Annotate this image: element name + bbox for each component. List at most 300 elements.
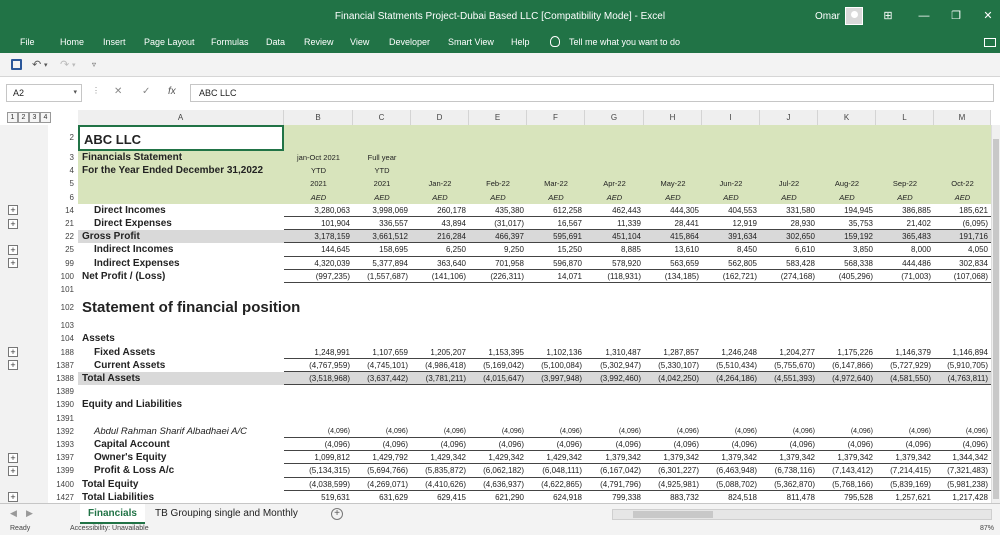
data-cell[interactable]: (5,330,107) <box>644 359 702 372</box>
data-cell[interactable]: AED <box>548 192 564 202</box>
row-number[interactable]: 1397 <box>56 453 74 463</box>
data-cell[interactable]: 194,945 <box>818 204 876 217</box>
row-label[interactable]: Assets <box>82 333 115 345</box>
expand-group-icon[interactable]: + <box>8 466 18 476</box>
data-cell[interactable]: 386,885 <box>876 204 934 217</box>
data-cell[interactable]: 1,175,226 <box>818 346 876 359</box>
chevron-down-icon[interactable]: ▾ <box>73 89 77 96</box>
data-cell[interactable]: 16,567 <box>527 217 585 230</box>
data-cell[interactable]: (4,622,865) <box>527 478 585 491</box>
data-cell[interactable] <box>876 164 934 177</box>
data-cell[interactable]: (4,096) <box>469 425 527 438</box>
data-cell[interactable]: 1,102,136 <box>527 346 585 359</box>
data-cell[interactable]: Feb-22 <box>486 179 510 189</box>
data-cell[interactable]: (5,835,872) <box>411 464 469 477</box>
column-header-g[interactable]: G <box>585 110 644 125</box>
data-cell[interactable]: (6,048,111) <box>527 464 585 477</box>
data-cell[interactable]: 2021 <box>310 179 327 189</box>
data-cell[interactable]: 824,518 <box>702 491 760 504</box>
row-label[interactable]: Current Assets <box>94 359 166 371</box>
redo-icon[interactable]: ↷ <box>60 59 70 71</box>
data-cell[interactable]: (5,694,766) <box>353 464 411 477</box>
column-header-c[interactable]: C <box>353 110 411 125</box>
data-cell[interactable]: (4,038,599) <box>284 478 353 491</box>
row-number[interactable]: 5 <box>69 179 74 189</box>
next-sheet-icon[interactable]: ▶ <box>26 508 33 518</box>
data-cell[interactable] <box>469 164 527 177</box>
data-cell[interactable]: (4,096) <box>644 438 702 451</box>
data-cell[interactable]: (4,096) <box>876 425 934 438</box>
data-cell[interactable]: 363,640 <box>411 257 469 270</box>
data-cell[interactable]: Jun-22 <box>719 179 743 189</box>
data-cell[interactable]: 435,380 <box>469 204 527 217</box>
data-cell[interactable]: (4,972,640) <box>818 372 876 385</box>
data-cell[interactable]: (4,096) <box>353 425 411 438</box>
data-cell[interactable]: AED <box>897 192 913 202</box>
data-cell[interactable]: (4,015,647) <box>469 372 527 385</box>
data-cell[interactable]: (141,106) <box>411 270 469 283</box>
tell-me-search[interactable]: Tell me what you want to do <box>569 37 681 47</box>
data-cell[interactable]: (4,096) <box>585 425 644 438</box>
data-cell[interactable]: 3,178,159 <box>284 230 353 243</box>
row-number[interactable]: 1392 <box>56 426 74 436</box>
row-number[interactable]: 102 <box>60 303 74 313</box>
data-cell[interactable]: 1,099,812 <box>284 451 353 464</box>
name-box[interactable] <box>6 84 82 102</box>
row-label[interactable]: Owner's Equity <box>94 452 167 464</box>
data-cell[interactable]: (3,781,211) <box>411 372 469 385</box>
data-cell[interactable]: AED <box>490 192 506 202</box>
row-number[interactable]: 3 <box>69 153 74 162</box>
column-header-k[interactable]: K <box>818 110 876 125</box>
vertical-scrollbar[interactable] <box>991 125 1000 503</box>
row-number[interactable]: 1388 <box>56 374 74 383</box>
data-cell[interactable]: (997,235) <box>284 270 353 283</box>
expand-group-icon[interactable]: + <box>8 258 18 268</box>
row-label[interactable]: Profit & Loss A/c <box>94 465 175 477</box>
data-cell[interactable]: (4,096) <box>644 425 702 438</box>
column-header-b[interactable]: B <box>284 110 353 125</box>
outline-level-1[interactable]: 1 <box>7 112 18 123</box>
data-cell[interactable]: 1,204,277 <box>760 346 818 359</box>
outline-level-4[interactable]: 4 <box>40 112 51 123</box>
accessibility-status[interactable]: Accessibility: Unavailable <box>70 525 149 532</box>
data-cell[interactable] <box>411 151 469 164</box>
data-cell[interactable]: 578,920 <box>585 257 644 270</box>
data-cell[interactable]: (4,096) <box>411 425 469 438</box>
data-cell[interactable]: 1,429,342 <box>527 451 585 464</box>
data-cell[interactable]: (4,096) <box>585 438 644 451</box>
add-sheet-icon[interactable]: + <box>331 508 343 520</box>
data-cell[interactable]: 302,650 <box>760 230 818 243</box>
data-cell[interactable]: (5,839,169) <box>876 478 934 491</box>
data-cell[interactable]: (3,992,460) <box>585 372 644 385</box>
data-cell[interactable]: (5,302,947) <box>585 359 644 372</box>
tab-home[interactable]: Home <box>60 37 85 47</box>
row-label[interactable] <box>78 191 284 204</box>
data-cell[interactable]: 3,280,063 <box>284 204 353 217</box>
data-cell[interactable]: Aug-22 <box>834 179 860 189</box>
data-cell[interactable] <box>818 151 876 164</box>
data-cell[interactable]: 404,553 <box>702 204 760 217</box>
expand-group-icon[interactable]: + <box>8 347 18 357</box>
data-cell[interactable]: (118,931) <box>585 270 644 283</box>
row-label[interactable] <box>78 385 284 398</box>
data-cell[interactable]: 1,379,342 <box>585 451 644 464</box>
expand-group-icon[interactable]: + <box>8 360 18 370</box>
row-number[interactable]: 103 <box>60 321 74 331</box>
data-cell[interactable]: 15,250 <box>527 243 585 256</box>
data-cell[interactable]: (1,557,687) <box>353 270 411 283</box>
row-label[interactable]: Net Profit / (Loss) <box>82 270 166 282</box>
data-cell[interactable]: 28,930 <box>760 217 818 230</box>
data-cell[interactable]: 8,885 <box>585 243 644 256</box>
tab-page-layout[interactable]: Page Layout <box>144 37 195 47</box>
row-number[interactable]: 1400 <box>56 479 74 489</box>
data-cell[interactable]: 8,000 <box>876 243 934 256</box>
data-cell[interactable]: (226,311) <box>469 270 527 283</box>
data-cell[interactable]: 466,397 <box>469 230 527 243</box>
data-cell[interactable]: 331,580 <box>760 204 818 217</box>
data-cell[interactable]: (3,518,968) <box>284 372 353 385</box>
data-cell[interactable]: (134,185) <box>644 270 702 283</box>
data-cell[interactable] <box>644 151 702 164</box>
data-cell[interactable]: (5,981,238) <box>934 478 991 491</box>
undo-dropdown-icon[interactable]: ▾ <box>44 62 48 69</box>
data-cell[interactable]: 415,864 <box>644 230 702 243</box>
data-cell[interactable]: YTD <box>374 166 390 176</box>
data-cell[interactable]: 1,379,342 <box>702 451 760 464</box>
data-cell[interactable]: 5,377,894 <box>353 257 411 270</box>
row-number[interactable]: 101 <box>60 285 74 294</box>
row-label[interactable]: Capital Account <box>94 439 170 450</box>
data-cell[interactable]: (4,096) <box>876 438 934 451</box>
data-cell[interactable]: (3,637,442) <box>353 372 411 385</box>
data-cell[interactable]: 519,631 <box>284 491 353 504</box>
data-cell[interactable]: (5,169,042) <box>469 359 527 372</box>
data-cell[interactable]: (4,581,550) <box>876 372 934 385</box>
data-cell[interactable]: 444,305 <box>644 204 702 217</box>
data-cell[interactable]: (4,925,981) <box>644 478 702 491</box>
column-header-j[interactable]: J <box>760 110 818 125</box>
data-cell[interactable]: 1,344,342 <box>934 451 991 464</box>
hscroll-thumb[interactable] <box>633 511 713 518</box>
tab-smart-view[interactable]: Smart View <box>448 37 494 47</box>
row-label[interactable]: Indirect Expenses <box>94 257 180 269</box>
data-cell[interactable]: (4,636,937) <box>469 478 527 491</box>
data-cell[interactable]: (3,997,948) <box>527 372 585 385</box>
data-cell[interactable]: 1,107,659 <box>353 346 411 359</box>
user-name[interactable]: Omar <box>815 11 840 22</box>
formula-input[interactable]: ABC LLC <box>190 84 994 102</box>
row-number[interactable]: 2 <box>69 133 74 142</box>
data-cell[interactable] <box>527 164 585 177</box>
data-cell[interactable]: 12,919 <box>702 217 760 230</box>
expand-group-icon[interactable]: + <box>8 453 18 463</box>
data-cell[interactable]: Oct-22 <box>951 179 974 189</box>
data-cell[interactable]: (4,264,186) <box>702 372 760 385</box>
data-cell[interactable]: (4,269,071) <box>353 478 411 491</box>
data-cell[interactable]: (107,068) <box>934 270 991 283</box>
data-cell[interactable]: 1,287,857 <box>644 346 702 359</box>
data-cell[interactable] <box>585 151 644 164</box>
tab-formulas[interactable]: Formulas <box>211 37 249 47</box>
data-cell[interactable]: (71,003) <box>876 270 934 283</box>
data-cell[interactable]: 8,450 <box>702 243 760 256</box>
data-cell[interactable]: (405,296) <box>818 270 876 283</box>
zoom-level[interactable]: 87% <box>980 525 995 532</box>
data-cell[interactable]: 6,250 <box>411 243 469 256</box>
row-label[interactable] <box>78 283 284 296</box>
data-cell[interactable]: (31,017) <box>469 217 527 230</box>
data-cell[interactable] <box>527 151 585 164</box>
data-cell[interactable]: 451,104 <box>585 230 644 243</box>
column-header-e[interactable]: E <box>469 110 527 125</box>
data-cell[interactable]: 216,284 <box>411 230 469 243</box>
row-number[interactable]: 22 <box>65 232 74 242</box>
data-cell[interactable]: 9,250 <box>469 243 527 256</box>
data-cell[interactable]: 595,691 <box>527 230 585 243</box>
data-cell[interactable]: 1,257,621 <box>876 491 934 504</box>
row-number[interactable]: 1391 <box>56 413 74 423</box>
data-cell[interactable]: 562,805 <box>702 257 760 270</box>
horizontal-scrollbar[interactable] <box>612 509 992 520</box>
data-cell[interactable]: AED <box>839 192 855 202</box>
data-cell[interactable]: (7,214,415) <box>876 464 934 477</box>
data-cell[interactable]: 1,379,342 <box>818 451 876 464</box>
data-cell[interactable]: 1,379,342 <box>760 451 818 464</box>
data-cell[interactable]: 1,379,342 <box>644 451 702 464</box>
data-cell[interactable]: 795,528 <box>818 491 876 504</box>
data-cell[interactable]: (6,167,042) <box>585 464 644 477</box>
data-cell[interactable]: (6,301,227) <box>644 464 702 477</box>
data-cell[interactable]: (5,100,084) <box>527 359 585 372</box>
data-cell[interactable]: AED <box>432 192 448 202</box>
data-cell[interactable]: (4,096) <box>702 425 760 438</box>
data-cell[interactable]: Apr-22 <box>603 179 626 189</box>
row-label[interactable]: Financials Statement <box>82 152 183 163</box>
data-cell[interactable]: 3,661,512 <box>353 230 411 243</box>
row-label[interactable]: Gross Profit <box>82 231 140 243</box>
data-cell[interactable]: 3,998,069 <box>353 204 411 217</box>
data-cell[interactable]: (162,721) <box>702 270 760 283</box>
data-cell[interactable]: 701,958 <box>469 257 527 270</box>
row-number[interactable]: 6 <box>69 192 74 202</box>
data-cell[interactable]: (4,096) <box>818 438 876 451</box>
data-cell[interactable]: 583,428 <box>760 257 818 270</box>
data-cell[interactable]: 2021 <box>373 179 391 189</box>
data-cell[interactable]: (7,321,483) <box>934 464 991 477</box>
data-cell[interactable]: May-22 <box>660 179 686 189</box>
data-cell[interactable]: (4,410,626) <box>411 478 469 491</box>
column-header-f[interactable]: F <box>527 110 585 125</box>
lightbulb-icon[interactable] <box>550 36 560 47</box>
data-cell[interactable]: (4,763,811) <box>934 372 991 385</box>
data-cell[interactable]: (6,738,116) <box>760 464 818 477</box>
expand-group-icon[interactable]: + <box>8 219 18 229</box>
data-cell[interactable]: (6,147,866) <box>818 359 876 372</box>
data-cell[interactable]: 1,217,428 <box>934 491 991 504</box>
data-cell[interactable] <box>818 164 876 177</box>
column-header-i[interactable]: I <box>702 110 760 125</box>
data-cell[interactable] <box>934 151 991 164</box>
data-cell[interactable]: 158,695 <box>353 243 411 256</box>
data-cell[interactable]: (4,096) <box>353 438 411 451</box>
data-cell[interactable]: AED <box>665 192 681 202</box>
data-cell[interactable]: (4,096) <box>760 425 818 438</box>
row-number[interactable]: 21 <box>65 219 74 228</box>
row-label[interactable]: Indirect Incomes <box>94 244 174 256</box>
row-number[interactable]: 104 <box>60 334 74 344</box>
tab-developer[interactable]: Developer <box>389 37 431 47</box>
data-cell[interactable]: (5,910,705) <box>934 359 991 372</box>
row-label[interactable]: Statement of financial position <box>82 299 301 317</box>
data-cell[interactable] <box>644 164 702 177</box>
redo-dropdown-icon[interactable]: ▾ <box>72 62 76 69</box>
data-cell[interactable]: 462,443 <box>585 204 644 217</box>
tab-file[interactable]: File <box>20 37 35 47</box>
data-cell[interactable]: 11,339 <box>585 217 644 230</box>
tab-insert[interactable]: Insert <box>103 37 126 47</box>
column-header-l[interactable]: L <box>876 110 934 125</box>
data-cell[interactable] <box>585 164 644 177</box>
data-cell[interactable]: (6,095) <box>934 217 991 230</box>
data-cell[interactable]: (4,767,959) <box>284 359 353 372</box>
data-cell[interactable]: 43,894 <box>411 217 469 230</box>
row-label[interactable]: ABC LLC <box>78 125 284 151</box>
sheet-tab-financials[interactable]: Financials <box>80 504 145 524</box>
data-cell[interactable]: (5,362,870) <box>760 478 818 491</box>
data-cell[interactable] <box>760 164 818 177</box>
expand-group-icon[interactable]: + <box>8 205 18 215</box>
data-cell[interactable]: 21,402 <box>876 217 934 230</box>
data-cell[interactable]: AED <box>781 192 797 202</box>
data-cell[interactable]: (4,096) <box>818 425 876 438</box>
tab-help[interactable]: Help <box>511 37 530 47</box>
data-cell[interactable]: (4,096) <box>760 438 818 451</box>
minimize-icon[interactable]: — <box>918 10 930 22</box>
undo-icon[interactable]: ↶ <box>32 59 42 71</box>
data-cell[interactable]: (7,143,412) <box>818 464 876 477</box>
data-cell[interactable]: 35,753 <box>818 217 876 230</box>
prev-sheet-icon[interactable]: ◀ <box>10 508 17 518</box>
data-cell[interactable]: (4,791,796) <box>585 478 644 491</box>
customize-toolbar-icon[interactable]: ▿ <box>92 60 97 69</box>
data-cell[interactable]: AED <box>374 192 390 202</box>
tab-view[interactable]: View <box>350 37 370 47</box>
enter-icon[interactable]: ✓ <box>142 86 151 97</box>
data-cell[interactable]: (4,745,101) <box>353 359 411 372</box>
expand-group-icon[interactable]: + <box>8 492 18 502</box>
data-cell[interactable]: 13,610 <box>644 243 702 256</box>
data-cell[interactable]: 1,205,207 <box>411 346 469 359</box>
row-number[interactable]: 1389 <box>56 387 74 397</box>
row-number[interactable]: 1427 <box>56 492 74 502</box>
data-cell[interactable]: (5,755,670) <box>760 359 818 372</box>
data-cell[interactable]: 612,258 <box>527 204 585 217</box>
data-cell[interactable]: 191,716 <box>934 230 991 243</box>
data-cell[interactable]: 6,610 <box>760 243 818 256</box>
data-cell[interactable] <box>469 151 527 164</box>
ribbon-display-icon[interactable]: ⊞ <box>883 10 893 22</box>
maximize-icon[interactable]: ❐ <box>951 10 961 22</box>
data-cell[interactable]: 302,834 <box>934 257 991 270</box>
data-cell[interactable] <box>702 151 760 164</box>
tab-review[interactable]: Review <box>304 37 334 47</box>
data-cell[interactable]: 1,146,894 <box>934 346 991 359</box>
data-cell[interactable]: 14,071 <box>527 270 585 283</box>
data-cell[interactable]: (4,096) <box>702 438 760 451</box>
data-cell[interactable]: (4,042,250) <box>644 372 702 385</box>
row-number[interactable]: 4 <box>69 166 74 176</box>
row-number[interactable]: 1393 <box>56 440 74 449</box>
data-cell[interactable]: (5,134,315) <box>284 464 353 477</box>
row-label[interactable] <box>78 319 284 332</box>
data-cell[interactable]: 1,146,379 <box>876 346 934 359</box>
data-cell[interactable]: (4,096) <box>469 438 527 451</box>
row-label[interactable]: Fixed Assets <box>94 346 156 358</box>
data-cell[interactable]: (4,096) <box>934 438 991 451</box>
data-cell[interactable] <box>934 164 991 177</box>
comments-icon[interactable] <box>984 38 996 47</box>
scroll-thumb[interactable] <box>993 139 999 499</box>
data-cell[interactable]: 596,870 <box>527 257 585 270</box>
data-cell[interactable]: 811,478 <box>760 491 818 504</box>
column-header-m[interactable]: M <box>934 110 991 125</box>
data-cell[interactable]: 1,429,342 <box>469 451 527 464</box>
data-cell[interactable]: 883,732 <box>644 491 702 504</box>
data-cell[interactable]: 4,320,039 <box>284 257 353 270</box>
data-cell[interactable]: 28,441 <box>644 217 702 230</box>
row-label[interactable]: Total Liabilities <box>82 491 155 503</box>
data-cell[interactable]: (4,096) <box>527 425 585 438</box>
row-label[interactable]: Total Assets <box>82 373 141 384</box>
data-cell[interactable]: (4,096) <box>411 438 469 451</box>
row-label[interactable]: Direct Incomes <box>94 204 166 216</box>
data-cell[interactable]: Sep-22 <box>892 179 918 189</box>
column-header-h[interactable]: H <box>644 110 702 125</box>
data-cell[interactable]: 1,246,248 <box>702 346 760 359</box>
row-label[interactable] <box>78 177 284 190</box>
data-cell[interactable]: 1,379,342 <box>876 451 934 464</box>
row-label[interactable]: For the Year Ended December 31,2022 <box>82 165 264 177</box>
data-cell[interactable]: AED <box>723 192 739 202</box>
data-cell[interactable]: 391,634 <box>702 230 760 243</box>
data-cell[interactable]: (4,551,393) <box>760 372 818 385</box>
avatar[interactable] <box>845 7 863 25</box>
row-label[interactable]: Total Equity <box>82 478 139 490</box>
data-cell[interactable]: (5,510,434) <box>702 359 760 372</box>
data-cell[interactable] <box>760 151 818 164</box>
data-cell[interactable]: 799,338 <box>585 491 644 504</box>
data-cell[interactable]: (4,096) <box>527 438 585 451</box>
row-label[interactable] <box>78 412 284 425</box>
data-cell[interactable]: YTD <box>311 166 326 176</box>
data-cell[interactable]: 365,483 <box>876 230 934 243</box>
data-cell[interactable]: (6,062,182) <box>469 464 527 477</box>
outline-level-2[interactable]: 2 <box>18 112 29 123</box>
data-cell[interactable]: (4,096) <box>934 425 991 438</box>
data-cell[interactable]: 336,557 <box>353 217 411 230</box>
outline-level-3[interactable]: 3 <box>29 112 40 123</box>
data-cell[interactable]: 568,338 <box>818 257 876 270</box>
data-cell[interactable]: AED <box>606 192 623 202</box>
row-label[interactable]: Direct Expenses <box>94 218 172 229</box>
data-cell[interactable]: jan-Oct 2021 <box>297 153 340 162</box>
data-cell[interactable] <box>411 164 469 177</box>
cancel-icon[interactable]: ✕ <box>114 86 123 97</box>
data-cell[interactable]: 185,621 <box>934 204 991 217</box>
